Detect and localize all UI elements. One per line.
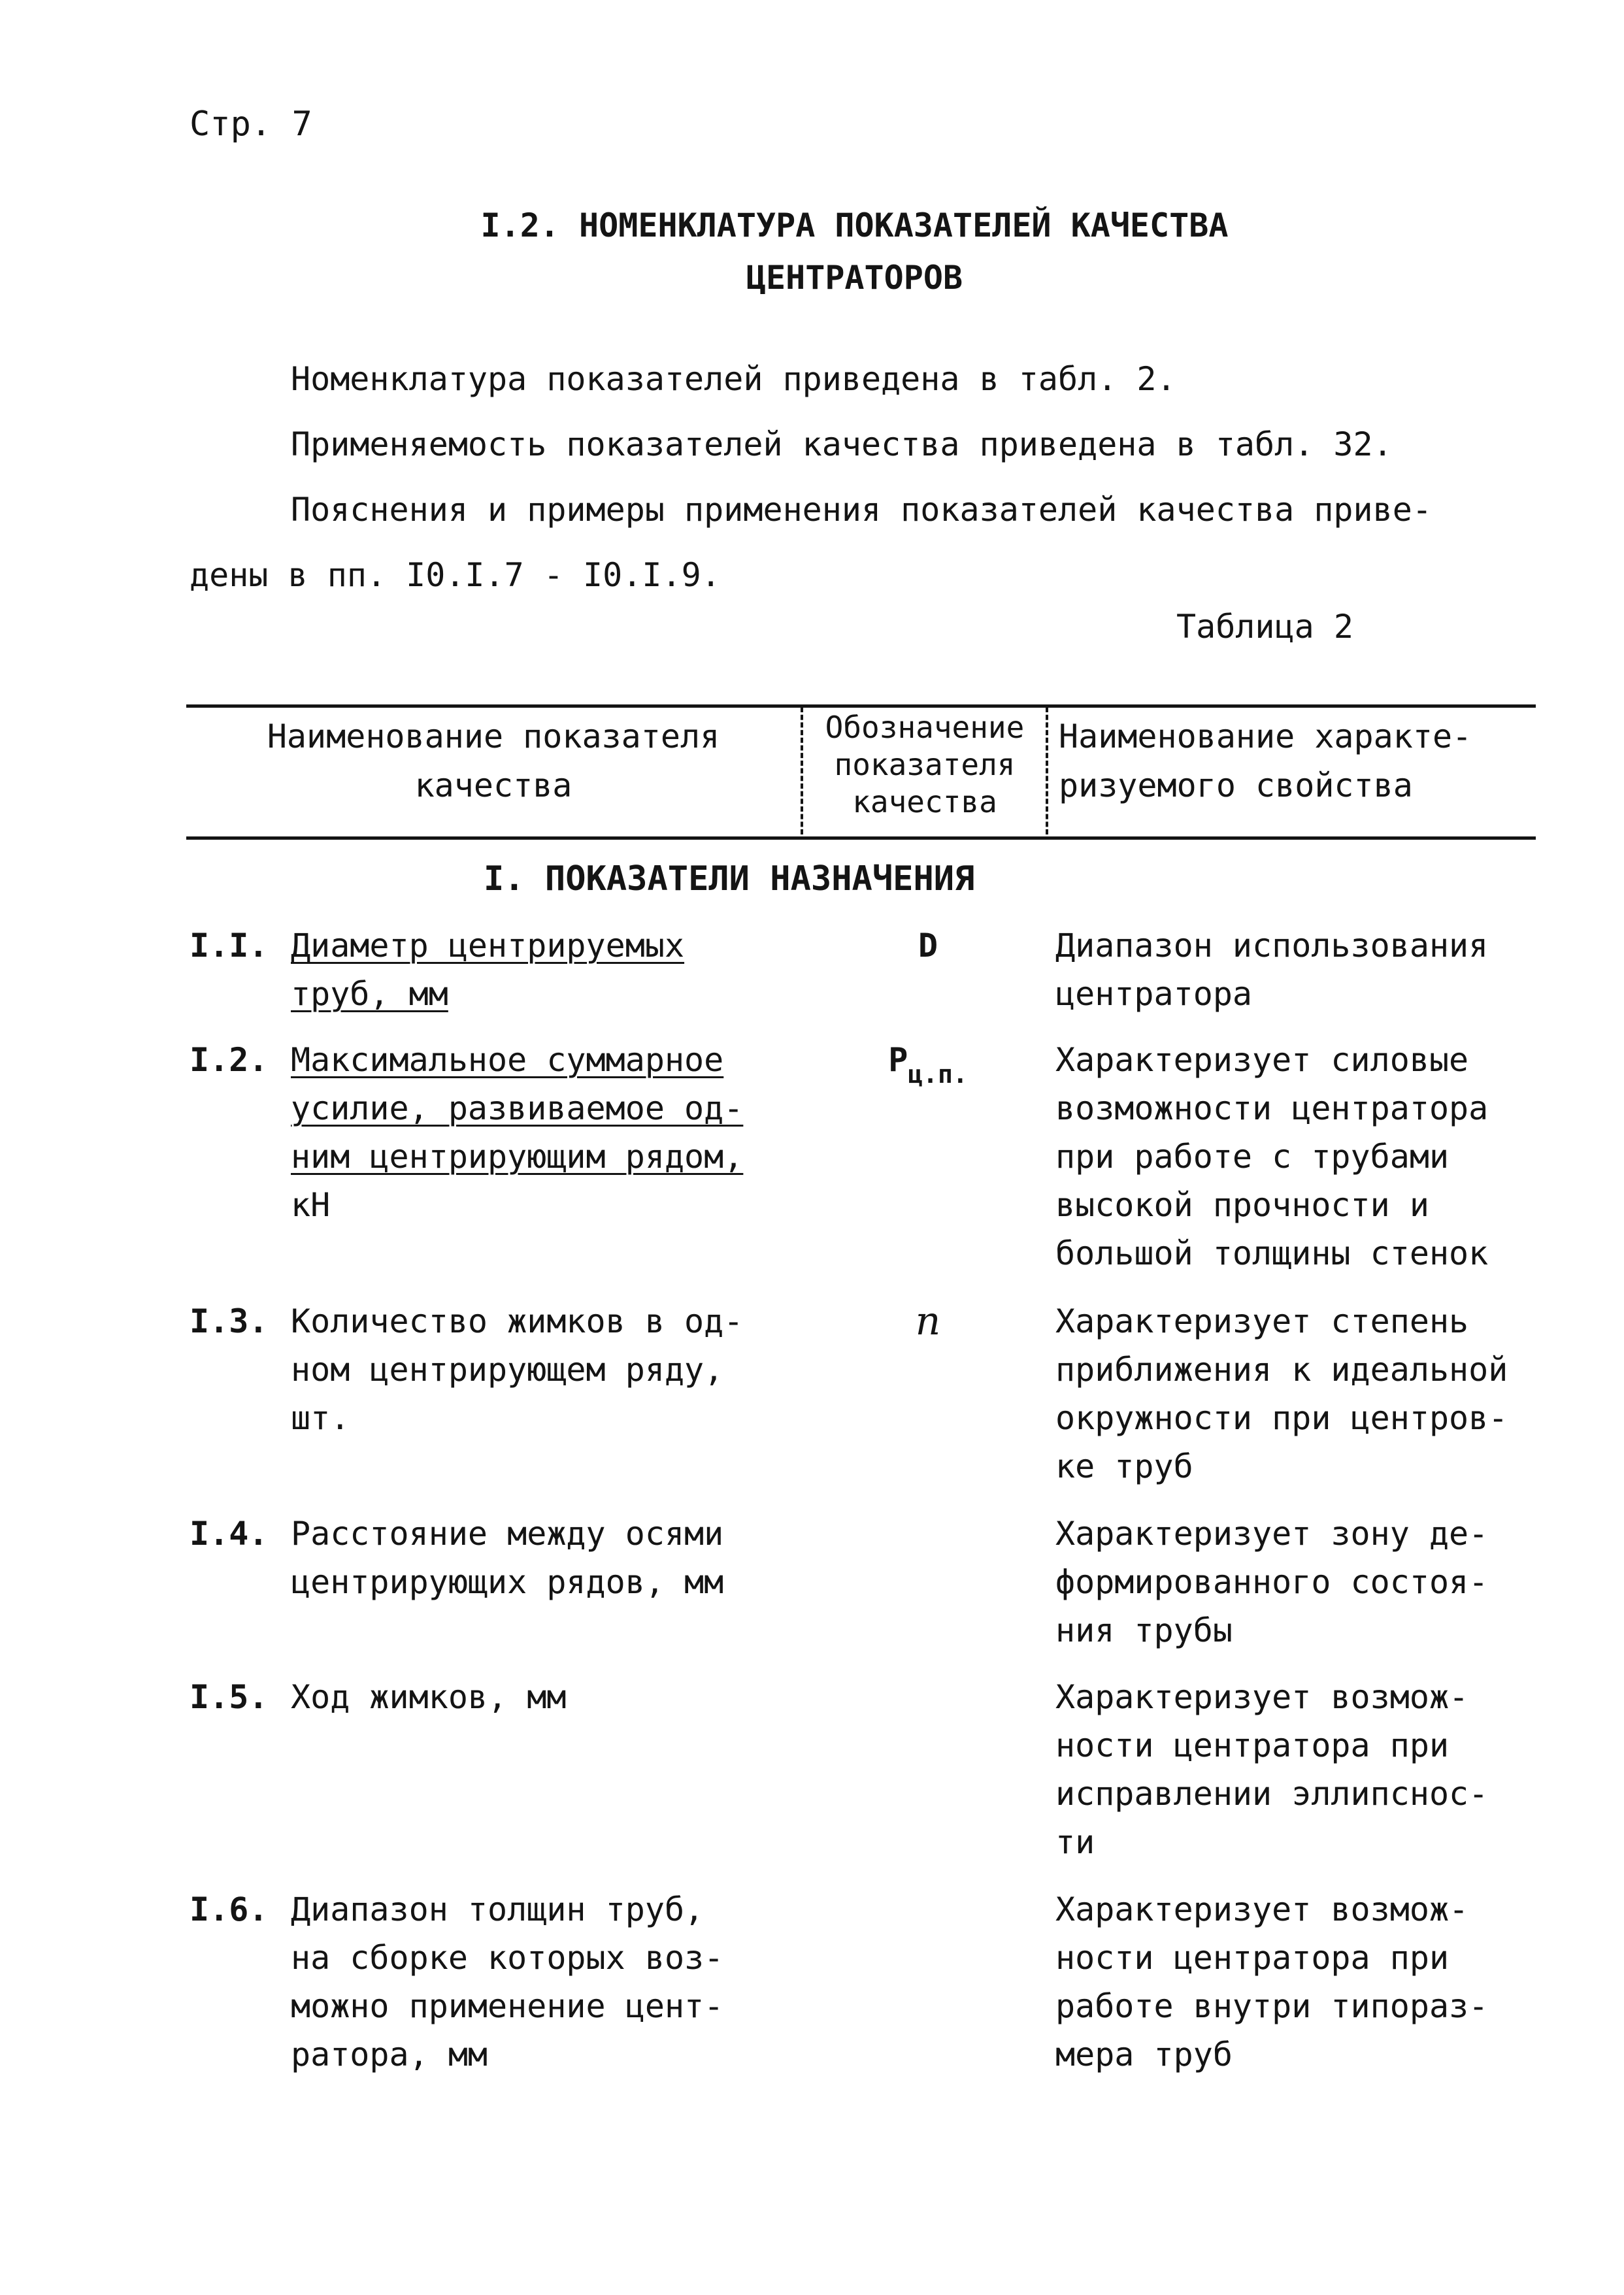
desc-line: ния трубы: [1055, 1611, 1233, 1649]
row-indicator-name: [291, 1885, 787, 2079]
row-number: I.2.: [190, 1041, 269, 1079]
symbol-main: P: [888, 1041, 908, 1079]
row-number: I.4.: [190, 1515, 269, 1553]
row-indicator-name: [291, 921, 787, 1018]
section-title-line2: ЦЕНТРАТОРОВ: [746, 259, 963, 297]
desc-line: ке труб: [1055, 1447, 1193, 1485]
row-number: I.6.: [190, 1890, 269, 1928]
name-line: Количество жимков в од-: [291, 1302, 744, 1340]
name-line: можно применение цент-: [291, 1987, 724, 2025]
table-top-rule: [186, 704, 1536, 708]
row-description: [1055, 921, 1539, 1018]
header-divider-1: [801, 707, 803, 834]
name-line: Максимальное суммарное: [291, 1041, 724, 1079]
row-description: [1055, 1036, 1539, 1278]
row-number: I.I.: [190, 927, 269, 965]
desc-line: ти: [1055, 1823, 1095, 1861]
desc-line: ности центратора при: [1055, 1939, 1450, 1977]
section-title: [0, 199, 1624, 304]
desc-line: приближения к идеальной: [1055, 1351, 1508, 1389]
name-line: усилие, развиваемое од-: [291, 1089, 744, 1127]
row-indicator-name: [291, 1297, 787, 1442]
header-col2-line2: показателя: [834, 747, 1016, 782]
name-line: Диаметр центрируемых: [291, 927, 685, 965]
section-title-line1: I.2. НОМЕНКЛАТУРА ПОКАЗАТЕЛЕЙ КАЧЕСТВА: [480, 206, 1229, 244]
desc-line: формированного состоя-: [1055, 1563, 1489, 1601]
intro-paragraph-4: дены в пп. I0.I.7 - I0.I.9.: [190, 556, 721, 594]
row-symbol: D: [918, 927, 938, 965]
desc-line: центратора: [1055, 975, 1253, 1013]
desc-line: исправлении эллипснос-: [1055, 1775, 1489, 1813]
header-divider-2: [1046, 707, 1048, 834]
name-line: труб, мм: [291, 975, 448, 1013]
desc-line: высокой прочности и: [1055, 1186, 1429, 1224]
header-indicator-symbol: [807, 709, 1042, 821]
page-number: Стр. 7: [190, 105, 312, 144]
row-description: [1055, 1297, 1539, 1491]
desc-line: Диапазон использования: [1055, 927, 1489, 965]
name-line: ним центрирующим рядом,: [291, 1138, 744, 1176]
row-description: [1055, 1510, 1539, 1655]
desc-line: Характеризует возмож-: [1055, 1890, 1469, 1928]
row-symbol: [843, 1036, 1013, 1098]
desc-line: большой толщины стенок: [1055, 1234, 1489, 1272]
desc-line: при работе с трубами: [1055, 1138, 1450, 1176]
header-col3-line2: ризуемого свойства: [1059, 767, 1413, 804]
header-indicator-name: [190, 712, 797, 810]
name-line: ратора, мм: [291, 2036, 488, 2073]
symbol-subscript: ц.п.: [908, 1060, 968, 1089]
name-line: Ход жимков, мм: [291, 1678, 567, 1716]
name-line: Расстояние между осями: [291, 1515, 724, 1553]
intro-paragraph-2: Применяемость показателей качества приведена в табл. 32.: [291, 425, 1393, 463]
header-col2-line3: качества: [852, 784, 997, 819]
row-indicator-name: [291, 1036, 787, 1229]
desc-line: окружности при центров-: [1055, 1399, 1508, 1437]
row-indicator-name: [291, 1673, 787, 1721]
table-header-rule: [186, 836, 1536, 840]
header-col2-line1: Обозначение: [825, 710, 1025, 745]
table-label: Таблица 2: [1176, 608, 1353, 646]
desc-line: ности центратора при: [1055, 1726, 1450, 1764]
header-property-name: [1059, 712, 1529, 810]
desc-line: мера труб: [1055, 2036, 1233, 2073]
intro-paragraph-1: Номенклатура показателей приведена в табл. 2.: [291, 360, 1176, 398]
header-col1-line1: Наименование показателя: [267, 718, 720, 755]
desc-line: работе внутри типораз-: [1055, 1987, 1489, 2025]
name-line: шт.: [291, 1399, 350, 1437]
row-symbol: n: [915, 1298, 941, 1344]
row-description: [1055, 1673, 1539, 1866]
row-description: [1055, 1885, 1539, 2079]
desc-line: Характеризует степень: [1055, 1302, 1469, 1340]
name-line: Диапазон толщин труб,: [291, 1890, 704, 1928]
desc-line: Характеризует силовые: [1055, 1041, 1469, 1079]
header-col3-line1: Наименование характе-: [1059, 718, 1472, 755]
name-line: ном центрирующем ряду,: [291, 1351, 724, 1389]
intro-paragraph-3: Пояснения и примеры применения показателей качества приве-: [291, 491, 1432, 529]
row-number: I.3.: [190, 1302, 269, 1340]
row-number: I.5.: [190, 1678, 269, 1716]
desc-line: Характеризует зону де-: [1055, 1515, 1489, 1553]
table-section-title: I. ПОКАЗАТЕЛИ НАЗНАЧЕНИЯ: [484, 859, 975, 899]
desc-line: возможности центратора: [1055, 1089, 1489, 1127]
desc-line: Характеризует возмож-: [1055, 1678, 1469, 1716]
row-indicator-name: [291, 1510, 787, 1606]
name-line: центрирующих рядов, мм: [291, 1563, 724, 1601]
header-col1-line2: качества: [414, 767, 572, 804]
name-line: кН: [291, 1186, 331, 1224]
name-line: на сборке которых воз-: [291, 1939, 724, 1977]
